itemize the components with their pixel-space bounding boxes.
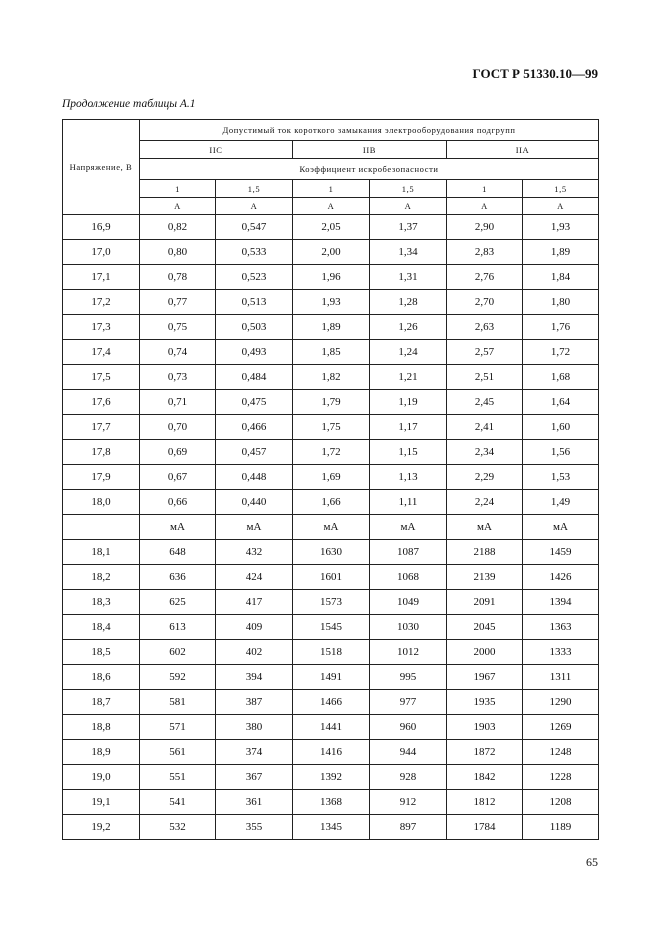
voltage-cell: 17,8 [63, 440, 140, 465]
current-cell: 0,503 [216, 315, 293, 340]
current-cell: 1,93 [523, 215, 599, 240]
unit-cell: А [293, 198, 370, 215]
current-cell: 1,84 [523, 265, 599, 290]
current-cell: 0,513 [216, 290, 293, 315]
current-cell: 1394 [523, 590, 599, 615]
current-cell: 1,56 [523, 440, 599, 465]
current-cell: 1,64 [523, 390, 599, 415]
current-cell: 424 [216, 565, 293, 590]
voltage-column-header: Напряжение, В [63, 120, 140, 215]
voltage-cell: 18,0 [63, 490, 140, 515]
empty-cell [63, 515, 140, 540]
current-cell: 1491 [293, 665, 370, 690]
voltage-cell: 19,1 [63, 790, 140, 815]
current-cell: 960 [370, 715, 447, 740]
current-cell: 0,475 [216, 390, 293, 415]
group-header-iic: IIC [140, 141, 293, 159]
voltage-cell: 18,7 [63, 690, 140, 715]
current-cell: 613 [140, 615, 216, 640]
table-row [63, 240, 599, 265]
current-cell: 897 [370, 815, 447, 840]
table-row [63, 815, 599, 840]
current-cell: 2,63 [447, 315, 523, 340]
voltage-cell: 18,1 [63, 540, 140, 565]
voltage-cell: 17,2 [63, 290, 140, 315]
unit-cell: мА [370, 515, 447, 540]
voltage-cell: 18,9 [63, 740, 140, 765]
voltage-cell: 17,7 [63, 415, 140, 440]
current-cell: 1392 [293, 765, 370, 790]
current-cell: 1,49 [523, 490, 599, 515]
current-cell: 1842 [447, 765, 523, 790]
current-cell: 1,79 [293, 390, 370, 415]
current-cell: 1068 [370, 565, 447, 590]
current-cell: 1,37 [370, 215, 447, 240]
current-header: Допустимый ток короткого замыкания электрооборудования подгрупп [140, 120, 599, 141]
current-cell: 1426 [523, 565, 599, 590]
current-cell: 1,72 [293, 440, 370, 465]
current-cell: 0,77 [140, 290, 216, 315]
current-cell: 0,71 [140, 390, 216, 415]
current-cell: 0,67 [140, 465, 216, 490]
current-cell: 912 [370, 790, 447, 815]
current-cell: 1,17 [370, 415, 447, 440]
current-cell: 1333 [523, 640, 599, 665]
current-cell: 0,523 [216, 265, 293, 290]
current-cell: 1269 [523, 715, 599, 740]
voltage-cell: 18,8 [63, 715, 140, 740]
table-row [63, 690, 599, 715]
current-cell: 1,26 [370, 315, 447, 340]
current-cell: 1,19 [370, 390, 447, 415]
unit-cell: мА [293, 515, 370, 540]
table-row [63, 265, 599, 290]
current-cell: 0,440 [216, 490, 293, 515]
current-cell: 387 [216, 690, 293, 715]
current-cell: 648 [140, 540, 216, 565]
current-cell: 1,15 [370, 440, 447, 465]
table-row [63, 740, 599, 765]
current-cell: 592 [140, 665, 216, 690]
current-cell: 1,11 [370, 490, 447, 515]
current-cell: 361 [216, 790, 293, 815]
voltage-cell: 18,4 [63, 615, 140, 640]
current-cell: 0,466 [216, 415, 293, 440]
current-cell: 561 [140, 740, 216, 765]
current-cell: 1,93 [293, 290, 370, 315]
current-cell: 1,82 [293, 365, 370, 390]
voltage-cell: 17,6 [63, 390, 140, 415]
current-cell: 625 [140, 590, 216, 615]
current-cell: 1,34 [370, 240, 447, 265]
current-cell: 1,89 [293, 315, 370, 340]
current-cell: 1208 [523, 790, 599, 815]
current-cell: 1,89 [523, 240, 599, 265]
table-row [63, 565, 599, 590]
current-cell: 2,41 [447, 415, 523, 440]
table-row [63, 290, 599, 315]
current-cell: 571 [140, 715, 216, 740]
current-cell: 374 [216, 740, 293, 765]
current-cell: 0,448 [216, 465, 293, 490]
current-cell: 0,73 [140, 365, 216, 390]
current-cell: 0,484 [216, 365, 293, 390]
current-cell: 1459 [523, 540, 599, 565]
current-cell: 1368 [293, 790, 370, 815]
current-cell: 1872 [447, 740, 523, 765]
current-cell: 0,457 [216, 440, 293, 465]
current-cell: 1,28 [370, 290, 447, 315]
current-cell: 1311 [523, 665, 599, 690]
current-cell: 1290 [523, 690, 599, 715]
table-row [63, 665, 599, 690]
current-cell: 2,00 [293, 240, 370, 265]
current-cell: 1601 [293, 565, 370, 590]
current-cell: 1,68 [523, 365, 599, 390]
current-cell: 402 [216, 640, 293, 665]
current-cell: 2,83 [447, 240, 523, 265]
current-cell: 1812 [447, 790, 523, 815]
current-cell: 355 [216, 815, 293, 840]
unit-cell: А [370, 198, 447, 215]
coefficient-cell: 1 [140, 180, 216, 198]
table-row [63, 615, 599, 640]
voltage-cell: 17,0 [63, 240, 140, 265]
voltage-cell: 19,2 [63, 815, 140, 840]
current-cell: 2000 [447, 640, 523, 665]
current-cell: 1087 [370, 540, 447, 565]
current-cell: 367 [216, 765, 293, 790]
voltage-cell: 16,9 [63, 215, 140, 240]
table-row [63, 415, 599, 440]
table-row [63, 390, 599, 415]
current-cell: 2,57 [447, 340, 523, 365]
current-cell: 1,75 [293, 415, 370, 440]
current-cell: 0,66 [140, 490, 216, 515]
current-cell: 1,76 [523, 315, 599, 340]
current-cell: 1345 [293, 815, 370, 840]
coefficient-cell: 1,5 [370, 180, 447, 198]
unit-cell: мА [216, 515, 293, 540]
current-cell: 1189 [523, 815, 599, 840]
current-cell: 532 [140, 815, 216, 840]
current-cell: 1,53 [523, 465, 599, 490]
group-header-iib: IIB [293, 141, 447, 159]
current-cell: 0,80 [140, 240, 216, 265]
voltage-cell: 17,4 [63, 340, 140, 365]
current-cell: 1,96 [293, 265, 370, 290]
current-cell: 0,82 [140, 215, 216, 240]
current-cell: 409 [216, 615, 293, 640]
current-cell: 2,45 [447, 390, 523, 415]
unit-cell: мА [447, 515, 523, 540]
coefficient-cell: 1 [293, 180, 370, 198]
current-cell: 977 [370, 690, 447, 715]
current-cell: 1,24 [370, 340, 447, 365]
voltage-cell: 17,9 [63, 465, 140, 490]
current-cell: 1518 [293, 640, 370, 665]
voltage-cell: 18,5 [63, 640, 140, 665]
current-cell: 1,80 [523, 290, 599, 315]
current-cell: 1,72 [523, 340, 599, 365]
current-cell: 0,75 [140, 315, 216, 340]
table-row [63, 440, 599, 465]
current-cell: 541 [140, 790, 216, 815]
current-cell: 2,34 [447, 440, 523, 465]
current-cell: 995 [370, 665, 447, 690]
current-cell: 551 [140, 765, 216, 790]
current-cell: 1,66 [293, 490, 370, 515]
coefficient-cell: 1,5 [523, 180, 599, 198]
current-cell: 1,85 [293, 340, 370, 365]
voltage-cell: 17,5 [63, 365, 140, 390]
voltage-cell: 18,6 [63, 665, 140, 690]
current-cell: 2,90 [447, 215, 523, 240]
current-cell: 0,70 [140, 415, 216, 440]
current-cell: 394 [216, 665, 293, 690]
unit-cell: А [523, 198, 599, 215]
coefficient-header: Коэффициент искробезопасности [140, 159, 599, 180]
current-cell: 1,60 [523, 415, 599, 440]
current-cell: 0,78 [140, 265, 216, 290]
voltage-cell: 17,1 [63, 265, 140, 290]
unit-cell: А [447, 198, 523, 215]
current-cell: 2139 [447, 565, 523, 590]
current-cell: 2,29 [447, 465, 523, 490]
page-number: 65 [586, 855, 598, 869]
table-row [63, 640, 599, 665]
table-row [63, 465, 599, 490]
group-header-iia: IIA [447, 141, 599, 159]
current-cell: 0,533 [216, 240, 293, 265]
current-cell: 1416 [293, 740, 370, 765]
current-cell: 2,24 [447, 490, 523, 515]
current-cell: 380 [216, 715, 293, 740]
current-cell: 2,51 [447, 365, 523, 390]
voltage-cell: 18,3 [63, 590, 140, 615]
current-cell: 1,69 [293, 465, 370, 490]
current-cell: 1466 [293, 690, 370, 715]
current-cell: 1967 [447, 665, 523, 690]
unit-cell: А [216, 198, 293, 215]
current-cell: 2,76 [447, 265, 523, 290]
voltage-cell: 19,0 [63, 765, 140, 790]
current-cell: 1784 [447, 815, 523, 840]
current-cell: 581 [140, 690, 216, 715]
unit-cell: мА [140, 515, 216, 540]
current-cell: 2188 [447, 540, 523, 565]
current-cell: 417 [216, 590, 293, 615]
table-row [63, 490, 599, 515]
current-cell: 1630 [293, 540, 370, 565]
table-row [63, 715, 599, 740]
current-cell: 0,74 [140, 340, 216, 365]
voltage-cell: 17,3 [63, 315, 140, 340]
table-row [63, 215, 599, 240]
current-cell: 1248 [523, 740, 599, 765]
current-cell: 1,21 [370, 365, 447, 390]
current-cell: 1935 [447, 690, 523, 715]
table-row [63, 315, 599, 340]
unit-cell: А [140, 198, 216, 215]
current-cell: 2091 [447, 590, 523, 615]
current-cell: 1049 [370, 590, 447, 615]
voltage-cell: 18,2 [63, 565, 140, 590]
short-circuit-current-table [62, 119, 599, 840]
table-row [63, 365, 599, 390]
document-id: ГОСТ Р 51330.10—99 [472, 66, 598, 81]
table-row [63, 590, 599, 615]
current-cell: 1441 [293, 715, 370, 740]
current-cell: 1030 [370, 615, 447, 640]
coefficient-cell: 1 [447, 180, 523, 198]
current-cell: 1903 [447, 715, 523, 740]
table-row [63, 790, 599, 815]
current-cell: 0,493 [216, 340, 293, 365]
unit-cell: мА [523, 515, 599, 540]
current-cell: 1363 [523, 615, 599, 640]
current-cell: 2,70 [447, 290, 523, 315]
current-cell: 0,69 [140, 440, 216, 465]
current-cell: 1012 [370, 640, 447, 665]
current-cell: 432 [216, 540, 293, 565]
current-cell: 1545 [293, 615, 370, 640]
current-cell: 1573 [293, 590, 370, 615]
current-cell: 636 [140, 565, 216, 590]
current-cell: 928 [370, 765, 447, 790]
current-cell: 944 [370, 740, 447, 765]
table-continuation-caption: Продолжение таблицы А.1 [62, 98, 196, 110]
table-row [63, 540, 599, 565]
coefficient-cell: 1,5 [216, 180, 293, 198]
current-cell: 2,05 [293, 215, 370, 240]
table-row [63, 340, 599, 365]
current-cell: 1228 [523, 765, 599, 790]
current-cell: 602 [140, 640, 216, 665]
current-cell: 1,31 [370, 265, 447, 290]
current-cell: 2045 [447, 615, 523, 640]
current-cell: 1,13 [370, 465, 447, 490]
current-cell: 0,547 [216, 215, 293, 240]
unit-row-ma [63, 515, 599, 540]
table-row [63, 765, 599, 790]
